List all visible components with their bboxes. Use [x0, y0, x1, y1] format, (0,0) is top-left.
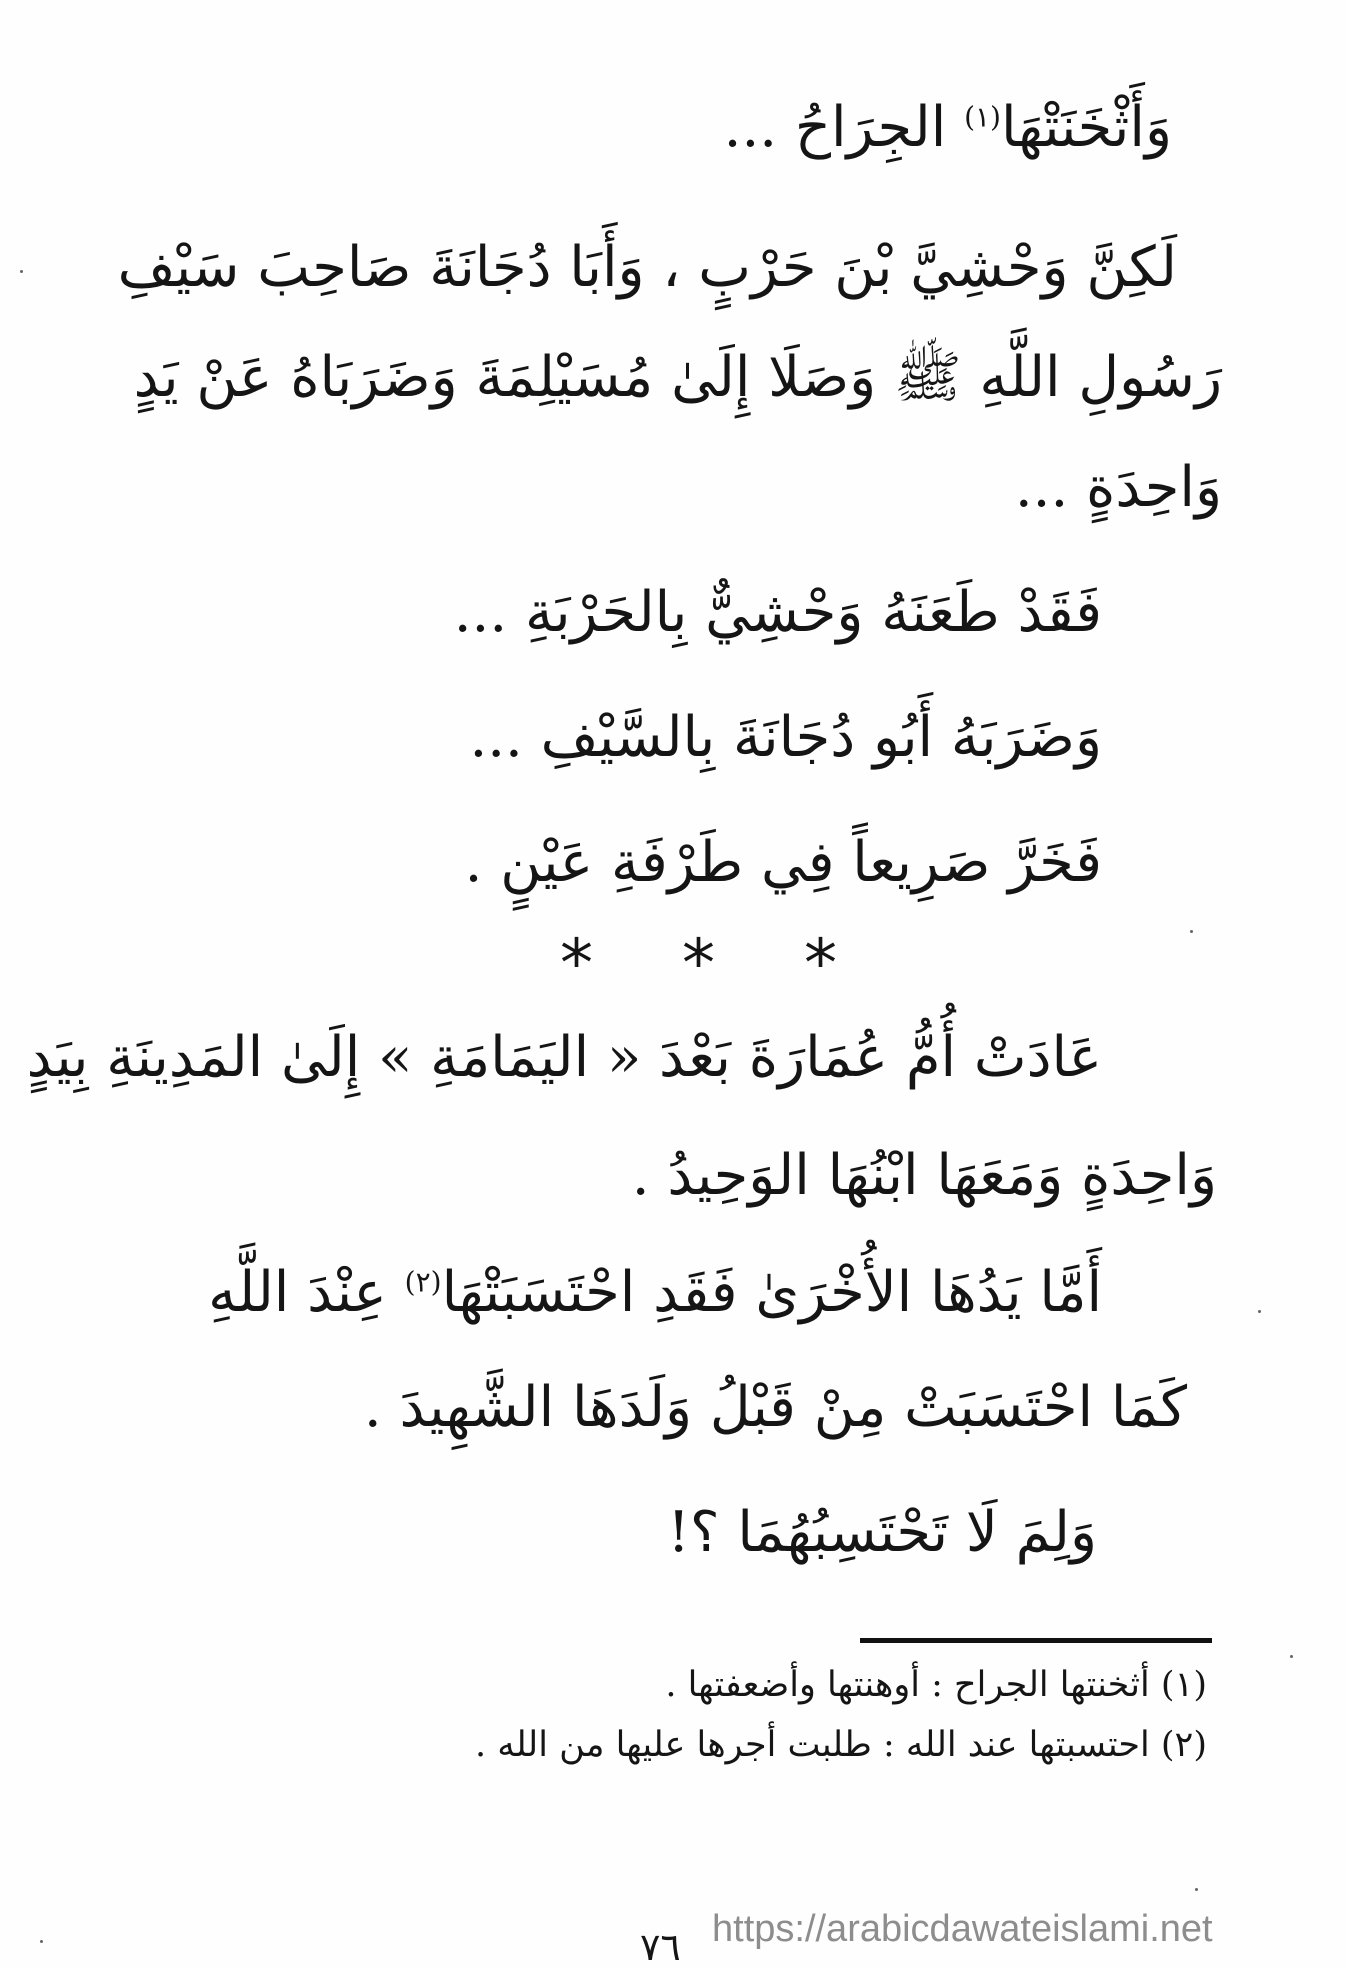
scan-speck	[40, 1940, 43, 1943]
text-line-10	[208, 1260, 1102, 1325]
scan-speck	[20, 270, 23, 273]
footnote-reference-2: (٢)	[404, 1265, 442, 1299]
text-line-10-end: عِنْدَ اللَّهِ	[208, 1260, 387, 1325]
text-line-3: رَسُولِ اللَّهِ ﷺ وَصَلَا إِلَىٰ مُسَيْلِمَةَ وَضَرَبَاهُ عَنْ يَدٍ	[133, 345, 1222, 410]
text-line-1-end: الجِرَاحُ ...	[723, 95, 947, 160]
text-line-4: وَاحِدَةٍ ...	[1014, 455, 1222, 520]
scan-speck	[1190, 930, 1193, 933]
scan-speck	[1258, 1310, 1261, 1313]
footnote-2: (٢) احتسبتها عند الله : طلبت أجرها عليها من الله .	[474, 1725, 1207, 1765]
scan-speck	[1290, 1655, 1293, 1658]
text-line-7: فَخَرَّ صَرِيعاً فِي طَرْفَةِ عَيْنٍ .	[464, 830, 1102, 895]
watermark-link: https://arabicdawateislami.net	[712, 1908, 1213, 1950]
footnote-reference-1: (١)	[964, 100, 1001, 134]
text-line-1	[723, 95, 1172, 160]
text-line-9: وَاحِدَةٍ وَمَعَهَا ابْنُهَا الوَحِيدُ .	[631, 1143, 1217, 1208]
text-line-5: فَقَدْ طَعَنَهُ وَحْشِيٌّ بِالحَرْبَةِ ...	[453, 580, 1102, 645]
text-line-8: عَادَتْ أُمُّ عُمَارَةَ بَعْدَ « اليَمَامَةِ » إِلَىٰ المَدِينَةِ بِيَدٍ	[26, 1025, 1102, 1090]
footnote-1: (١) أثخنتها الجراح : أوهنتها وأضعفتها .	[665, 1665, 1207, 1705]
text-line-1-start: وَأَثْخَنَتْهَا	[1000, 95, 1172, 160]
page-number: ٧٦	[640, 1925, 681, 1969]
text-line-6: وَضَرَبَهُ أَبُو دُجَانَةَ بِالسَّيْفِ ...	[469, 705, 1102, 770]
text-line-2: لَكِنَّ وَحْشِيَّ بْنَ حَرْبٍ ، وَأَبَا دُجَانَةَ صَاحِبَ سَيْفِ	[117, 235, 1177, 300]
text-line-12: وَلِمَ لَا تَحْتَسِبُهُمَا ؟!	[667, 1500, 1097, 1565]
footnote-separator	[860, 1638, 1212, 1643]
scan-speck	[1195, 1888, 1198, 1891]
text-line-10-start: أَمَّا يَدُهَا الأُخْرَىٰ فَقَدِ احْتَسَبَتْهَا	[441, 1260, 1102, 1325]
section-separator: * * *	[560, 925, 871, 1002]
text-line-11: كَمَا احْتَسَبَتْ مِنْ قَبْلُ وَلَدَهَا الشَّهِيدَ .	[363, 1375, 1187, 1440]
